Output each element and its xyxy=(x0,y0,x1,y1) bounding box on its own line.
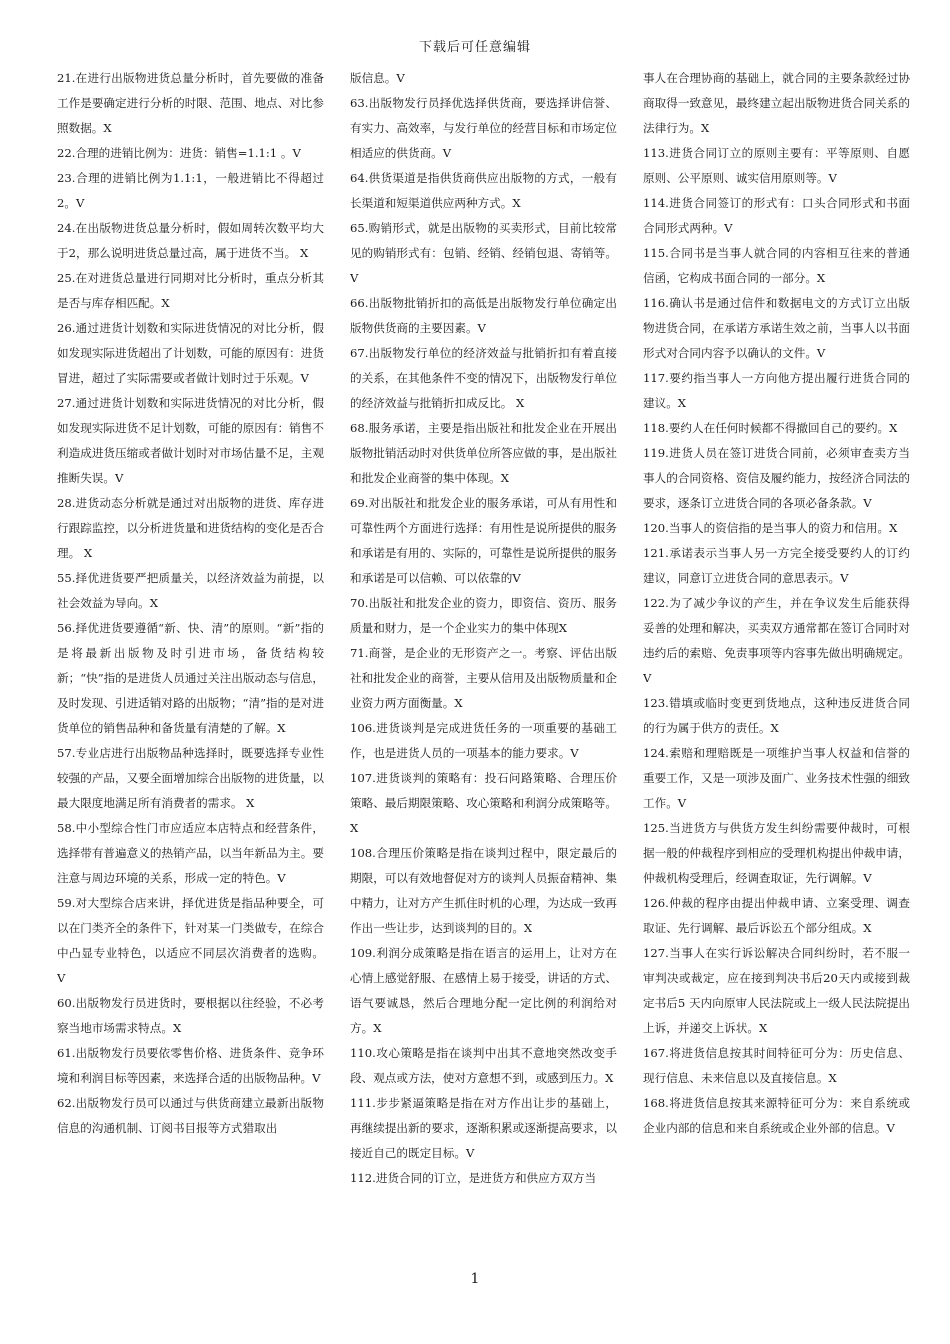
question-item: 122.为了减少争议的产生，并在争议发生后能获得妥善的处理和解决，买卖双方通常都在签订合同时对违约后的索赔、免责事项等内容事先做出明确规定。V xyxy=(643,596,910,685)
question-item: 119.进货人员在签订进货合同前，必须审查卖方当事人的合同资格、资信及履约能力，按经济合同法的要求，逐条订立进货合同的各项必备条款。V xyxy=(643,446,910,510)
page-number: 1 xyxy=(470,1271,480,1287)
question-item: 68.服务承诺，主要是指出版社和批发企业在开展出版物批销活动时对供货单位所答应做的事，是出版社和批发企业商誉的集中体现。X xyxy=(350,421,617,485)
question-item: 109.利润分成策略是指在语言的运用上，让对方在心情上感觉舒服、在感情上易于接受，讲话的方式、语气要诚恳，然后合理地分配一定比例的利润给对方。X xyxy=(350,946,617,1035)
question-item: 110.攻心策略是指在谈判中出其不意地突然改变手段、观点或方法，使对方意想不到，或感到压力。X xyxy=(350,1046,617,1085)
question-item: 66.出版物批销折扣的高低是出版物发行单位确定出版物供货商的主要因素。V xyxy=(350,296,617,335)
question-item: 108.合理压价策略是指在谈判过程中，限定最后的期限，可以有效地督促对方的谈判人员振奋精神、集中精力，让对方产生抓住时机的心理，为达成一致再作出一些让步，达到谈判的目的。X xyxy=(350,846,617,935)
question-item: 67.出版物发行单位的经济效益与批销折扣有着直接的关系，在其他条件不变的情况下，出版物发行单位的经济效益与批销折扣成反比。 X xyxy=(350,346,617,410)
column-middle xyxy=(350,66,617,1271)
question-item: 63.出版物发行员择优选择供货商，要选择讲信誉、有实力、高效率，与发行单位的经营目标和市场定位相适应的供货商。V xyxy=(350,96,617,160)
question-item: 127.当事人在实行诉讼解决合同纠纷时，若不服一审判决或裁定，应在接到判决书后20天内或接到裁定书后5 天内向原审人民法院或上一级人民法院提出上诉，并递交上诉状。X xyxy=(643,946,910,1035)
question-item: 112.进货合同的订立，是进货方和供应方双方当 xyxy=(350,1171,597,1185)
question-item: 126.仲裁的程序由提出仲裁申请、立案受理、调查取证、先行调解、最后诉讼五个部分组成。X xyxy=(643,896,910,935)
question-item: 61.出版物发行员要依零售价格、进货条件、竞争环境和利润目标等因素，来选择合适的出版物品种。V xyxy=(57,1046,324,1085)
question-item: 22.合理的进销比例为：进货：销售=1.1:1 。V xyxy=(57,146,301,160)
question-item: 24.在出版物进货总量分析时，假如周转次数平均大于2，那么说明进货总量过高，属于进货不当。 X xyxy=(57,221,324,260)
page-header: 下载后可任意编辑 xyxy=(418,40,531,55)
question-item: 107.进货谈判的策略有：投石问路策略、合理压价策略、最后期限策略、攻心策略和利润分成策略等。X xyxy=(350,771,617,835)
question-item: 57.专业店进行出版物品种选择时，既要选择专业性较强的产品，又要全面增加综合出版物的进货量，以最大限度地满足所有消费者的需求。 X xyxy=(57,746,324,810)
question-item: 118.要约人在任何时候都不得撤回自己的要约。X xyxy=(643,421,898,435)
question-item: 25.在对进货总量进行同期对比分析时，重点分析其是否与库存相匹配。X xyxy=(57,271,324,310)
column-left xyxy=(57,66,324,1271)
question-item: 65.购销形式，就是出版物的买卖形式，目前比较常见的购销形式有：包销、经销、经销包退、寄销等。V xyxy=(350,221,617,285)
question-item: 21.在进行出版物进货总量分析时，首先要做的准备工作是要确定进行分析的时限、范围、地点、对比参照数据。X xyxy=(57,71,324,135)
question-item: 56.择优进货要遵循“新、快、清”的原则。“新”指的是将最新出版物及时引进市场，备货结构较新；“快”指的是进货人员通过关注出版动态与信息，及时发现、引进适销对路的出版物；“清”指的是对进货单位的销售品种和备货量有清楚的了解。X xyxy=(57,621,324,735)
question-item: 117.要约指当事人一方向他方提出履行进货合同的建议。X xyxy=(643,371,910,410)
question-item: 23.合理的进销比例为1.1:1，一般进销比不得超过2。V xyxy=(57,171,324,210)
question-item: 28.进货动态分析就是通过对出版物的进货、库存进行跟踪监控，以分析进货量和进货结构的变化是否合理。 X xyxy=(57,496,324,560)
question-item: 167.将进货信息按其时间特征可分为：历史信息、现行信息、未来信息以及直接信息。X xyxy=(643,1046,910,1085)
question-item: 60.出版物发行员进货时，要根据以往经验，不必考察当地市场需求特点。X xyxy=(57,996,324,1035)
question-item: 113.进货合同订立的原则主要有：平等原则、自愿原则、公平原则、诚实信用原则等。V xyxy=(643,146,910,185)
question-item: 55.择优进货要严把质量关，以经济效益为前提，以社会效益为导向。X xyxy=(57,571,324,610)
question-item: 116.确认书是通过信件和数据电文的方式订立出版物进货合同，在承诺方承诺生效之前，当事人以书面形式对合同内容予以确认的文件。V xyxy=(643,296,910,360)
question-item: 120.当事人的资信指的是当事人的资力和信用。X xyxy=(643,521,898,535)
content-columns xyxy=(57,66,911,1271)
question-item: 版信息。V xyxy=(350,71,405,85)
question-item: 125.当进货方与供货方发生纠纷需要仲裁时，可根据一般的仲裁程序到相应的受理机构提出仲裁申请，仲裁机构受理后，经调查取证，先行调解。V xyxy=(643,821,910,885)
question-item: 58.中小型综合性门市应适应本店特点和经营条件，选择带有普遍意义的热销产品，以当年新品为主。要注意与周边环境的关系，形成一定的特色。V xyxy=(57,821,324,885)
question-item: 70.出版社和批发企业的资力，即资信、资历、服务质量和财力，是一个企业实力的集中体现X xyxy=(350,596,617,635)
question-item: 114.进货合同签订的形式有：口头合同形式和书面合同形式两种。V xyxy=(643,196,910,235)
question-item: 111.步步紧逼策略是指在对方作出让步的基础上，再继续提出新的要求，逐渐积累或逐渐提高要求，以接近自己的既定目标。V xyxy=(350,1096,617,1160)
question-item: 59.对大型综合店来讲，择优进货是指品种要全，可以在门类齐全的条件下，针对某一门类做专，在综合中凸显专业特色，以适应不同层次消费者的选购。 V xyxy=(57,896,324,985)
question-item: 124.索赔和理赔既是一项维护当事人权益和信誉的重要工作，又是一项涉及面广、业务技术性强的细致工作。V xyxy=(643,746,910,810)
question-item: 121.承诺表示当事人另一方完全接受要约人的订约建议，同意订立进货合同的意思表示。V xyxy=(643,546,910,585)
question-item: 115.合同书是当事人就合同的内容相互往来的普通信函，它构成书面合同的一部分。X xyxy=(643,246,910,285)
question-item: 事人在合理协商的基础上，就合同的主要条款经过协商取得一致意见，最终建立起出版物进货合同关系的法律行为。X xyxy=(643,71,910,135)
question-item: 106.进货谈判是完成进货任务的一项重要的基础工作，也是进货人员的一项基本的能力要求。V xyxy=(350,721,617,760)
question-item: 62.出版物发行员可以通过与供货商建立最新出版物信息的沟通机制、订阅书目报等方式猎取出 xyxy=(57,1096,324,1135)
question-item: 26.通过进货计划数和实际进货情况的对比分析，假如发现实际进货超出了计划数，可能的原因有：进货冒进，超过了实际需要或者做计划时过于乐观。V xyxy=(57,321,324,385)
question-item: 123.错填或临时变更到货地点，这种违反进货合同的行为属于供方的责任。X xyxy=(643,696,910,735)
question-item: 27.通过进货计划数和实际进货情况的对比分析，假如发现实际进货不足计划数，可能的原因有：销售不利造成进货压缩或者做计划时对市场估量不足，主观推断失误。V xyxy=(57,396,324,485)
question-item: 71.商誉，是企业的无形资产之一。考察、评估出版社和批发企业的商誉，主要从信用及出版物质量和企业资力两方面衡量。X xyxy=(350,646,617,710)
question-item: 69.对出版社和批发企业的服务承诺，可从有用性和可靠性两个方面进行选择：有用性是说所提供的服务和承诺是有用的、实际的，可靠性是说所提供的服务和承诺是可以信赖、可以依靠的V xyxy=(350,496,617,585)
question-item: 64.供货渠道是指供货商供应出版物的方式，一般有长渠道和短渠道供应两种方式。X xyxy=(350,171,617,210)
column-right xyxy=(643,66,910,1271)
question-item: 168.将进货信息按其来源特征可分为：来自系统或企业内部的信息和来自系统或企业外部的信息。V xyxy=(643,1096,910,1135)
